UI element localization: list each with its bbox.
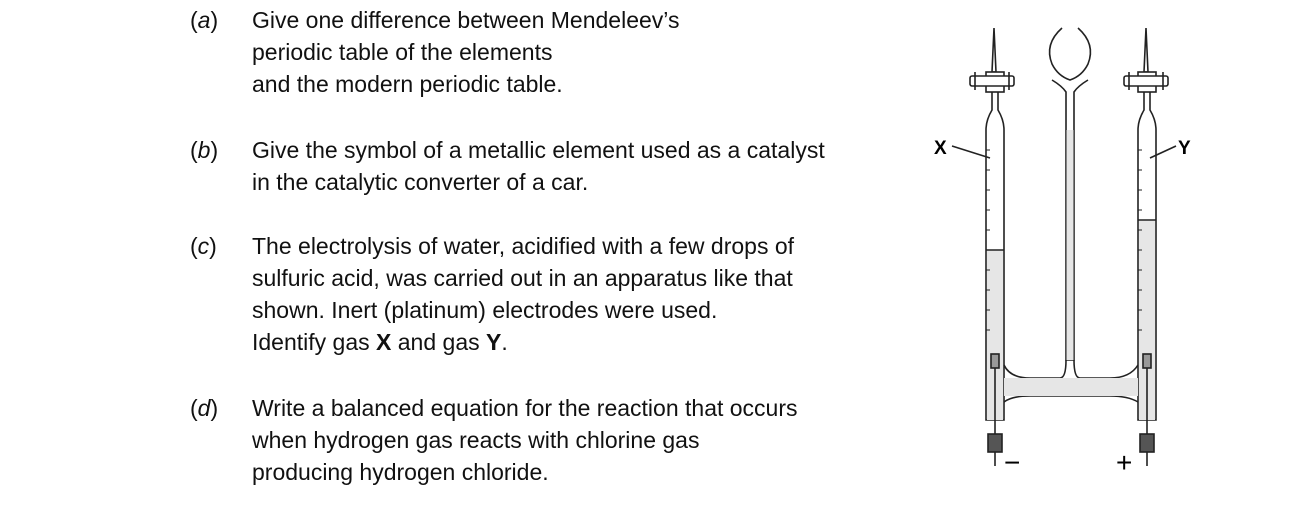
question-line: Give the symbol of a metallic element used as a catalyst	[252, 137, 825, 163]
label-x-leader	[952, 146, 990, 158]
question-line: sulfuric acid, was carried out in an apparatus like that	[252, 265, 793, 291]
question-text	[252, 134, 872, 198]
label-y-leader	[1150, 146, 1176, 158]
question-line-identify: Identify gas X and gas Y.	[252, 329, 508, 355]
question-line: when hydrogen gas reacts with chlorine gas	[252, 427, 700, 453]
gas-y-label: Y	[1178, 138, 1191, 159]
connecting-tube	[1004, 360, 1138, 402]
question-line: shown. Inert (platinum) electrodes were used.	[252, 297, 718, 323]
question-label: (a)	[190, 7, 219, 33]
question-text	[252, 230, 872, 358]
graduations	[986, 150, 1142, 330]
anode-sign: +	[1116, 447, 1133, 478]
electrolysis-apparatus-diagram	[920, 10, 1210, 480]
question-label: (b)	[190, 137, 219, 163]
question-line: periodic table of the elements	[252, 39, 553, 65]
question-line: producing hydrogen chloride.	[252, 459, 549, 485]
question-line: in the catalytic converter of a car.	[252, 169, 589, 195]
cathode-sign: −	[1004, 447, 1021, 478]
question-line: The electrolysis of water, acidified with a few drops of	[252, 233, 795, 259]
question-text	[252, 392, 872, 488]
question-line: Give one difference between Mendeleev’s	[252, 7, 680, 33]
left-stopcock	[970, 28, 1014, 92]
question-line: Write a balanced equation for the reaction that occurs	[252, 395, 798, 421]
question-text	[252, 4, 872, 100]
question-label: (d)	[190, 395, 219, 421]
reservoir	[1050, 28, 1091, 360]
right-stopcock	[1124, 28, 1168, 92]
question-line: and the modern periodic table.	[252, 71, 563, 97]
gas-x-label: X	[934, 138, 947, 159]
question-label: (c)	[190, 233, 217, 259]
